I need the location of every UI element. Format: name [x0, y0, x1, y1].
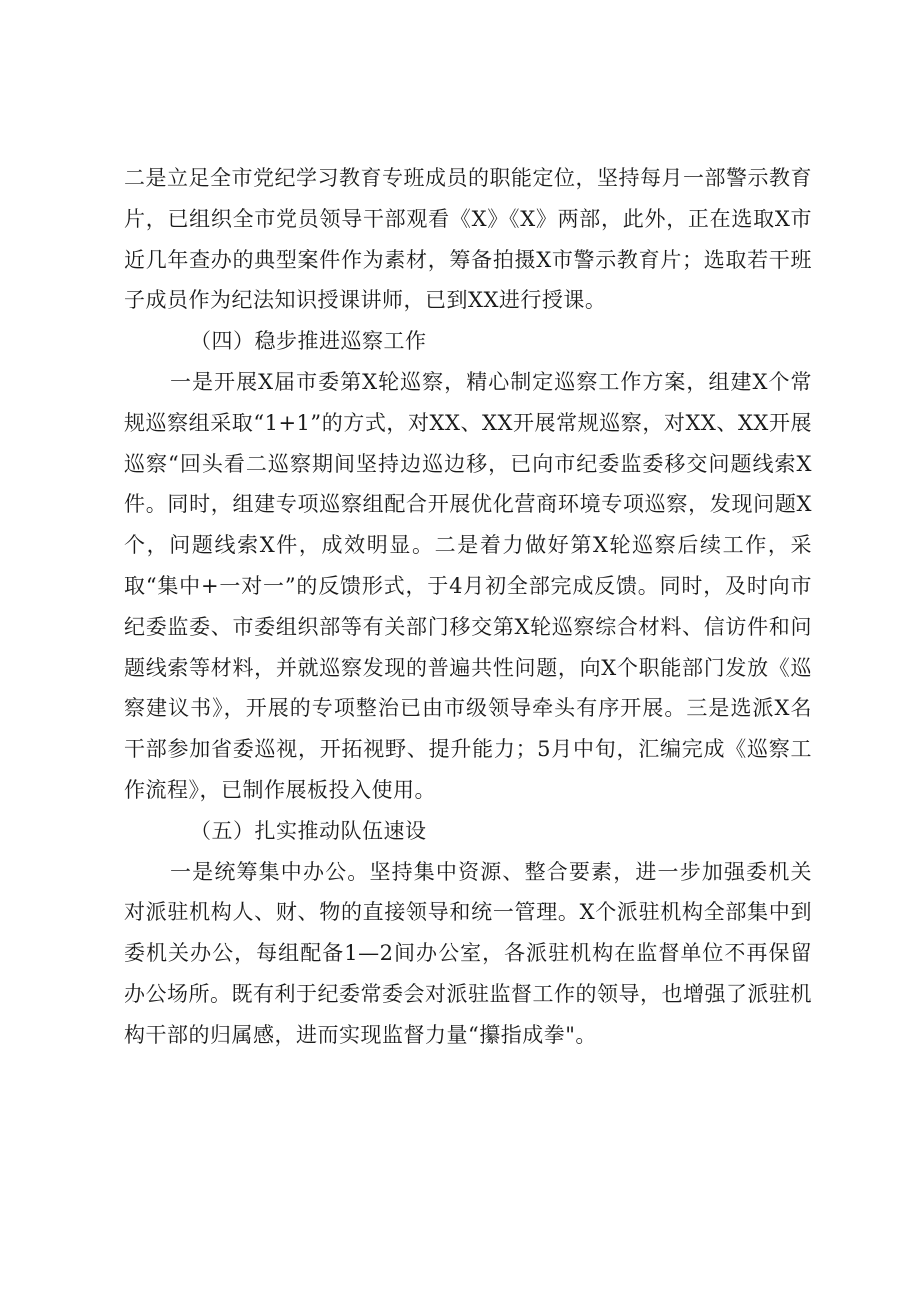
paragraph-warning-education: 二是立足全市党纪学习教育专班成员的职能定位，坚持每月一部警示教育片，已组织全市党员领导干部观看《X》《X》两部，此外，正在选取X市近几年查办的典型案件作为素材，筹备拍摄X市警示教育片；选取若干班子成员作为纪法知识授课讲师，已到XX进行授课。: [124, 166, 812, 313]
section-heading-team-building: （五）扎实推动队伍速设: [190, 818, 427, 843]
paragraph-inspection-work: 一是开展X届市委第X轮巡察，精心制定巡察工作方案，组建X个常规巡察组采取“1+1”的方式，对XX、XX开展常规巡察，对XX、XX开展巡察“回头看二巡察期间坚持边巡边移，已向市纪委监委移交问题线索X件。同时，组建专项巡察组配合开展优化营商环境专项巡察，发现问题X个，问题线索X件，成效明显。二是着力做好第X轮巡察后续工作，采取“集中+一对一”的反馈形式，于4月初全部完成反馈。同时，及时向市纪委监委、市委组织部等有关部门移交第X轮巡察综合材料、信访件和问题线索等材料，并就巡察发现的普遍共性问题，向X个职能部门发放《巡察建议书》，开展的专项整治已由市级领导牵头有序开展。三是选派X名干部参加省委巡视，开拓视野、提升能力；5月中旬，汇编完成《巡察工作流程》，已制作展板投入使用。: [124, 369, 812, 802]
paragraph-centralized-office: 一是统筹集中办公。坚持集中资源、整合要素，进一步加强委机关对派驻机构人、财、物的直接领导和统一管理。X个派驻机构全部集中到委机关办公，每组配备1—2间办公室，各派驻机构在监督单位不再保留办公场所。既有利于纪委常委会对派驻监督工作的领导，也增强了派驻机构干部的归属感，进而实现监督力量“攥指成拳"。: [124, 859, 812, 1047]
section-heading-inspection: （四）稳步推进巡察工作: [190, 329, 427, 354]
document-body: [124, 158, 812, 1056]
